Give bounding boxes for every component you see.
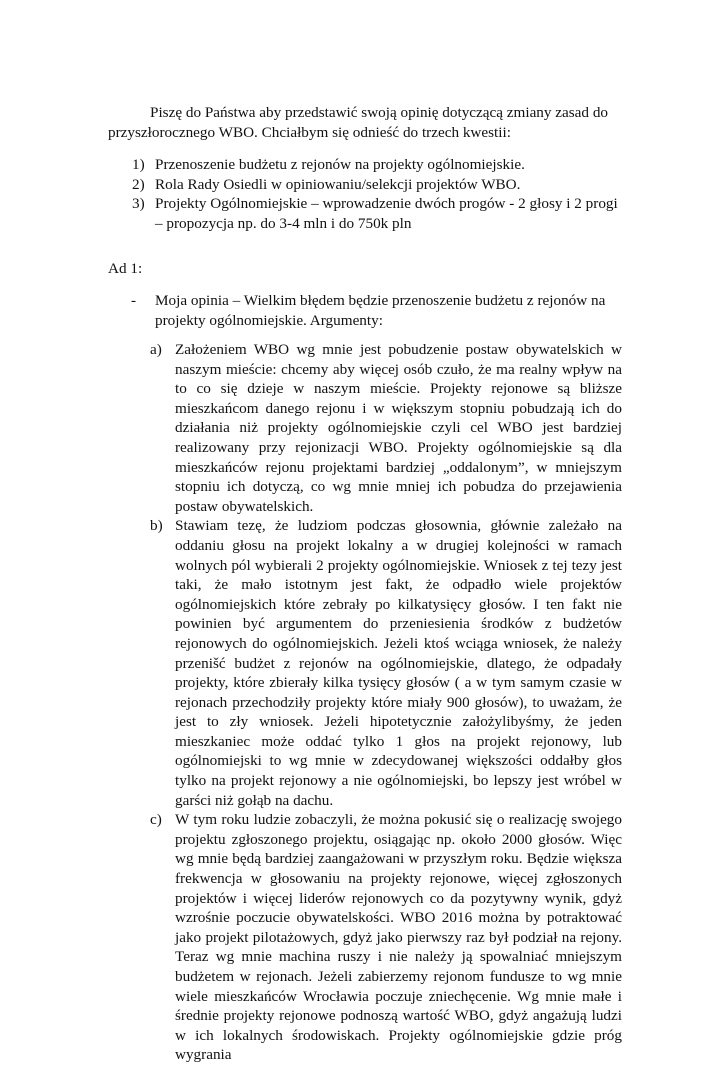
numbered-list (132, 155, 627, 233)
intro-paragraph: Piszę do Państwa aby przedstawić swoją opinię dotyczącą zmiany zasad do przyszłorocznego WBO. Chciałbym się odnieść do trzech kwestii: (108, 104, 609, 141)
list-marker: 3) (132, 195, 145, 213)
list-marker: 1) (132, 156, 145, 173)
argument-item (150, 810, 622, 1065)
list-item-text: Rola Rady Osiedli w opiniowaniu/selekcji projektów WBO. (155, 175, 521, 193)
argument-text: Stawiam tezę, że ludziom podczas głosownia, głównie zależało na oddaniu głosu na projekt lokalny a w drugiej kolejności w ramach wolnych pól wybierali 2 projekty ogólnomiejskie. Wniosek z tej tezy jest taki, że mało istotnym jest fakt, że odpadło wiele projektów ogólnomiejskich które zebrały po kilkatysięcy głosów. I ten fakt nie powinien być argumentem do przeniesienia środków z budżetów rejonowych do ogólnomiejskich. Jeżeli ktoś wciąga wniosek, że należy przenišć budżet z rejonów na ogólnomiejskie, dlatego, że odpadały projekty, które zbierały kilka tysięcy głosów ( a w tym samym czasie w rejonach przechodziły projekty które miały 900 głosów), to uważam, że jest to zły wniosek. Jeżeli hipotetycznie założylibyśmy, że jeden mieszkaniec może oddać tylko 1 głos na projekt rejonowy, lub ogólnomiejski to wg mnie w zdecydowanej większości oddałby głos tylko na projekt rejonowy a nie ogólnomiejski, bo lepszy jest wróbel w garści niż gołąb na dachu. (175, 517, 622, 809)
argument-marker: c) (150, 811, 162, 829)
list-item (132, 175, 627, 195)
argument-text: W tym roku ludzie zobaczyli, że można pokusić się o realizację swojego projektu zgłoszonego projektu, osiągając np. około 2000 głosów. Więc wg mnie będą bardziej zaangażowani w przyszłym roku. Będzie większa frekwencja w głosowaniu na projekty rejonowe, więcej zgłoszonych projektów i więcej liderów rejonowych co da pozytywny wynik, gdyż wzrośnie poczucie obywatelskości. WBO 2016 można by potraktować jako projekt pilotażowych, gdyż jako pierwszy raz był podział na rejony. Teraz wg mnie machina ruszy i nie należy ją spowalniać mniejszym budżetem w rejonach. Jeżeli zabierzemy rejonom fundusze to wg mnie wiele mieszkańców Wrocławia poczuje zniechęcenie. Wg mnie małe i średnie projekty rejonowe podnoszą wartość WBO, gdyż angażują ludzi w ich lokalnych środowiskach. Projekty ogólnomiejskie gdzie próg wygrania (175, 811, 622, 1064)
dash-item (108, 291, 623, 330)
dash-marker: - (131, 292, 137, 309)
section-heading: Ad 1: (108, 260, 143, 277)
list-item (132, 194, 627, 233)
argument-text: Założeniem WBO wg mnie jest pobudzenie postaw obywatelskich w naszym mieście: chcemy aby więcej osób czuło, że ma realny wpływ na to co się dzieje w naszym mieście. Projekty rejonowe są bliższe mieszkańcom danego rejonu i w większym stopniu pobudzają ich do działania niż projekty ogólnomiejskie czyli cel WBO jest bardziej realizowany przy rejonizacji WBO. Projekty ogólnomiejskie są dla mieszkańców rejonu projektami bardziej „oddalonym”, w mniejszym stopniu ich dotyczą, co wg mnie mniej ich pobudza do przejawienia postaw obywatelskich. (175, 341, 622, 515)
argument-marker: a) (150, 341, 162, 358)
dash-item-text: Moja opinia – Wielkim błędem będzie przenoszenie budżetu z rejonów na projekty ogólnomiejskie. Argumenty: (155, 292, 606, 329)
argument-item (150, 340, 622, 516)
list-item-text: Przenoszenie budżetu z rejonów na projekty ogólnomiejskie. (155, 156, 525, 173)
list-marker: 2) (132, 175, 145, 193)
argument-marker: b) (150, 517, 163, 535)
list-item-text: Projekty Ogólnomiejskie – wprowadzenie dwóch progów - 2 głosy i 2 progi – propozycja np. do 3-4 mln i do 750k pln (155, 195, 618, 232)
arguments-list (150, 340, 622, 1065)
argument-item (150, 516, 622, 810)
list-item (132, 155, 627, 175)
